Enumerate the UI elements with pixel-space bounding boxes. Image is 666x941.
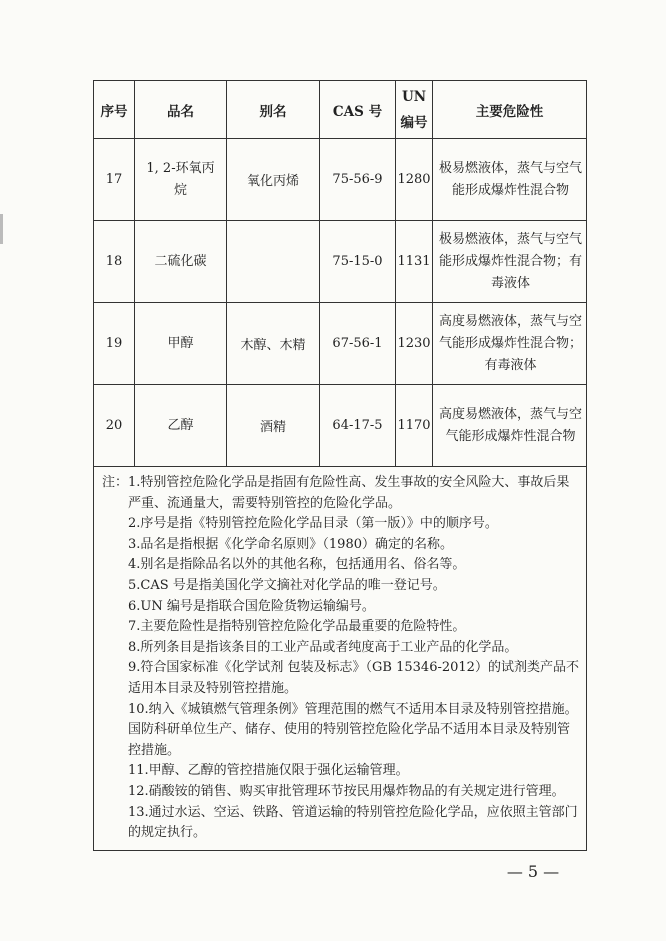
cell-cas: 75-15-0 (320, 221, 396, 303)
header-cas: CAS 号 (320, 81, 396, 139)
table-row (94, 139, 587, 221)
header-alias: 别名 (227, 81, 320, 139)
cell-name: 1, 2-环氧丙烷 (135, 139, 227, 221)
note-item (102, 761, 580, 782)
notes-cell (94, 467, 587, 851)
note-text: 9.符合国家标准《化学试剂 包装及标志》（GB 15346-2012）的试剂类产品不适用本目录及特别管控措施。 (128, 660, 579, 696)
cell-hazard: 高度易燃液体，蒸气与空气能形成爆炸性混合物 (433, 385, 587, 467)
cell-un: 1170 (396, 385, 433, 467)
notes-prefix: 注： (102, 475, 129, 490)
cell-hazard: 极易燃液体，蒸气与空气能形成爆炸性混合物 (433, 139, 587, 221)
note-text: 6.UN 编号是指联合国危险货物运输编号。 (128, 598, 375, 614)
header-un-line2: 编号 (400, 114, 428, 131)
note-text: 4.别名是指除品名以外的其他名称，包括通用名、俗名等。 (128, 557, 466, 573)
cell-un: 1230 (396, 303, 433, 385)
cell-seq: 20 (94, 385, 135, 467)
note-item (102, 576, 580, 597)
notes-row (94, 467, 587, 851)
header-un-line1: UN (401, 88, 427, 105)
note-text: 10.纳入《城镇燃气管理条例》管理范围的燃气不适用本目录及特别管控措施。国防科研单位生产、储存、使用的特别管控危险化学品不适用本目录及特别管控措施。 (128, 701, 578, 758)
note-item (102, 803, 580, 844)
table-row (94, 385, 587, 467)
note-text: 1.特别管控危险化学品是指固有危险性高、发生事故的安全风险大、事故后果严重、流通量大，需要特别管控的危险化学品。 (128, 475, 570, 511)
cell-alias (227, 221, 320, 303)
note-text: 11.甲醇、乙醇的管控措施仅限于强化运输管理。 (128, 763, 409, 779)
note-text: 8.所列条目是指该条目的工业产品或者纯度高于工业产品的化学品。 (128, 639, 518, 655)
note-text: 13.通过水运、空运、铁路、管道运输的特别管控危险化学品，应依照主管部门的规定执行。 (128, 804, 578, 841)
cell-hazard: 高度易燃液体，蒸气与空气能形成爆炸性混合物；有毒液体 (433, 303, 587, 385)
cell-alias: 酒精 (227, 385, 320, 467)
table-header-row (94, 81, 587, 139)
hazardous-chemicals-table (93, 80, 587, 851)
table-row (94, 221, 587, 303)
note-item (102, 473, 580, 514)
header-hazard: 主要危险性 (433, 81, 587, 139)
cell-seq: 17 (94, 139, 135, 221)
header-name: 品名 (135, 81, 227, 139)
table-row (94, 303, 587, 385)
note-item (102, 555, 580, 576)
cell-cas: 67-56-1 (320, 303, 396, 385)
cell-un: 1131 (396, 221, 433, 303)
header-seq: 序号 (94, 81, 135, 139)
note-item (102, 617, 580, 638)
cell-alias: 木醇、木精 (227, 303, 320, 385)
note-item (102, 658, 580, 699)
note-item (102, 638, 580, 659)
cell-name: 甲醇 (135, 303, 227, 385)
cell-seq: 19 (94, 303, 135, 385)
note-item (102, 535, 580, 556)
cell-cas: 75-56-9 (320, 139, 396, 221)
note-text: 12.硝酸铵的销售、购买审批管理环节按民用爆炸物品的有关规定进行管理。 (128, 783, 565, 799)
cell-seq: 18 (94, 221, 135, 303)
cell-un: 1280 (396, 139, 433, 221)
cell-name: 乙醇 (135, 385, 227, 467)
note-item (102, 700, 580, 762)
header-un (396, 81, 433, 139)
note-item (102, 782, 580, 803)
note-item (102, 597, 580, 618)
page-number: — 5 — (506, 862, 560, 881)
note-text: 5.CAS 号是指美国化学文摘社对化学品的唯一登记号。 (128, 577, 446, 593)
scan-margin-mark (0, 214, 3, 244)
cell-hazard: 极易燃液体，蒸气与空气能形成爆炸性混合物；有毒液体 (433, 221, 587, 303)
cell-name: 二硫化碳 (135, 221, 227, 303)
note-text: 3.品名是指根据《化学命名原则》（1980）确定的名称。 (128, 536, 453, 552)
note-text: 2.序号是指《特别管控危险化学品目录（第一版）》中的顺序号。 (128, 516, 498, 532)
cell-cas: 64-17-5 (320, 385, 396, 467)
note-item (102, 514, 580, 535)
note-text: 7.主要危险性是指特别管控危险化学品最重要的危险特性。 (128, 619, 466, 635)
cell-alias: 氧化丙烯 (227, 139, 320, 221)
